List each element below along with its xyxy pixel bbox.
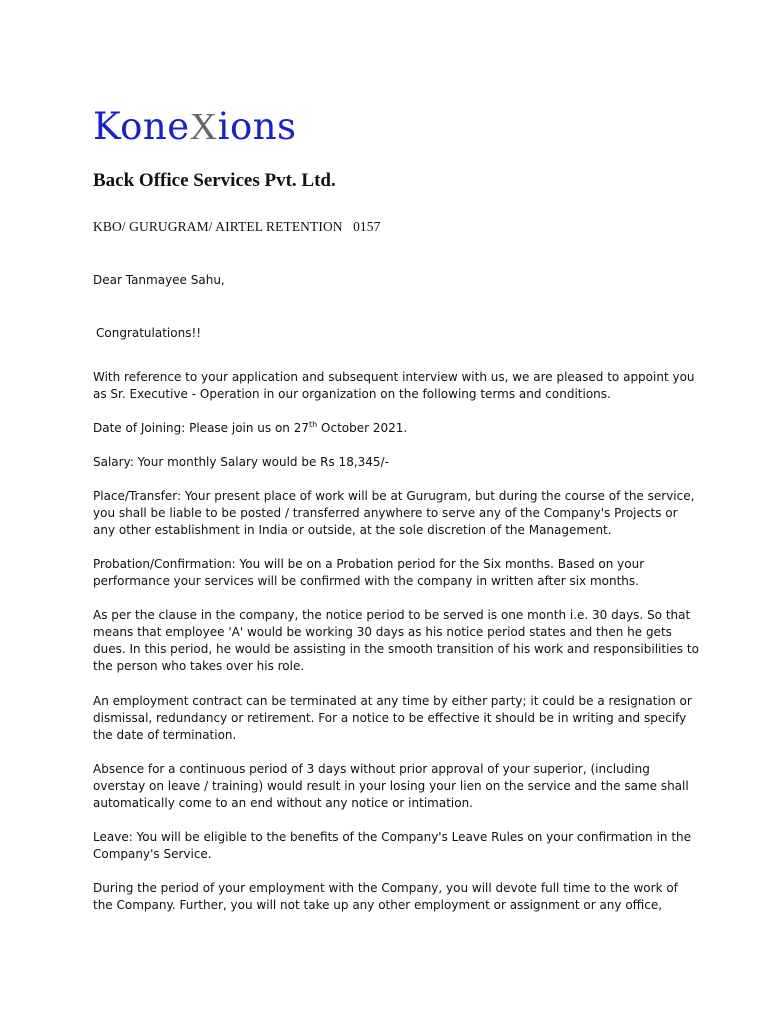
notice-period-paragraph [93, 607, 699, 675]
paragraph-line: Company's Service. [93, 847, 212, 861]
logo-text-part2: ions [217, 105, 297, 148]
congratulations-line: Congratulations!! [96, 326, 202, 340]
paragraph-line: overstay on leave / training) would result in your losing your lien on the service and the same shall [93, 779, 689, 793]
company-name: Back Office Services Pvt. Ltd. [93, 170, 336, 191]
joining-suffix: October 2021. [317, 421, 408, 435]
salary-line: Salary: Your monthly Salary would be Rs 18,345/- [93, 455, 389, 469]
paragraph-line: dues. In this period, he would be assisting in the smooth transition of his work and responsibilities to [93, 642, 699, 656]
joining-line [93, 420, 683, 437]
reference-number: KBO/ GURUGRAM/ AIRTEL RETENTION 0157 [93, 219, 381, 234]
paragraph-line: as Sr. Executive - Operation in our organization on the following terms and conditions. [93, 387, 611, 401]
joining-paragraph [93, 420, 683, 437]
paragraph-line: Leave: You will be eligible to the benefits of the Company's Leave Rules on your confirmation in the [93, 830, 692, 844]
paragraph-line: dismissal, redundancy or retirement. For a notice to be effective it should be in writing and specify [93, 711, 687, 725]
company-logo [93, 105, 297, 148]
paragraph-line: performance your services will be confirmed with the company in written after six months. [93, 574, 639, 588]
logo-text-x: X [189, 106, 218, 148]
logo-text-part1: Kone [93, 105, 190, 148]
paragraph-line: you shall be liable to be posted / transferred anywhere to serve any of the Company's Projects or [93, 506, 678, 520]
termination-paragraph [93, 693, 692, 744]
paragraph-line: Probation/Confirmation: You will be on a Probation period for the Six months. Based on your [93, 557, 645, 571]
salary-paragraph [93, 454, 683, 471]
employment-paragraph [93, 880, 683, 914]
intro-paragraph [93, 369, 695, 403]
paragraph-line: any other establishment in India or outside, at the sole discretion of the Management. [93, 523, 612, 537]
place-transfer-paragraph [93, 488, 695, 539]
paragraph-line: An employment contract can be terminated at any time by either party; it could be a resignation or [93, 694, 692, 708]
paragraph-line: During the period of your employment with the Company, you will devote full time to the work of [93, 881, 678, 895]
probation-paragraph [93, 556, 683, 590]
paragraph-line: Place/Transfer: Your present place of work will be at Gurugram, but during the course of the service, [93, 489, 695, 503]
congratulations [96, 325, 686, 342]
paragraph-line: As per the clause in the company, the notice period to be served is one month i.e. 30 days. So that [93, 608, 691, 622]
paragraph-line: automatically come to an end without any notice or intimation. [93, 796, 473, 810]
paragraph-line: means that employee 'A' would be working 30 days as his notice period states and then he gets [93, 625, 672, 639]
paragraph-line: the date of termination. [93, 728, 237, 742]
salutation [93, 272, 683, 289]
joining-superscript: th [309, 420, 318, 429]
salutation-line: Dear Tanmayee Sahu, [93, 273, 225, 287]
paragraph-line: the person who takes over his role. [93, 659, 305, 673]
joining-prefix: Date of Joining: Please join us on 27 [93, 421, 309, 435]
paragraph-line: With reference to your application and subsequent interview with us, we are pleased to appoint you [93, 370, 695, 384]
absence-paragraph [93, 761, 689, 812]
paragraph-line: Absence for a continuous period of 3 days without prior approval of your superior, (including [93, 762, 650, 776]
paragraph-line: the Company. Further, you will not take up any other employment or assignment or any office, [93, 898, 663, 912]
leave-paragraph [93, 829, 692, 863]
